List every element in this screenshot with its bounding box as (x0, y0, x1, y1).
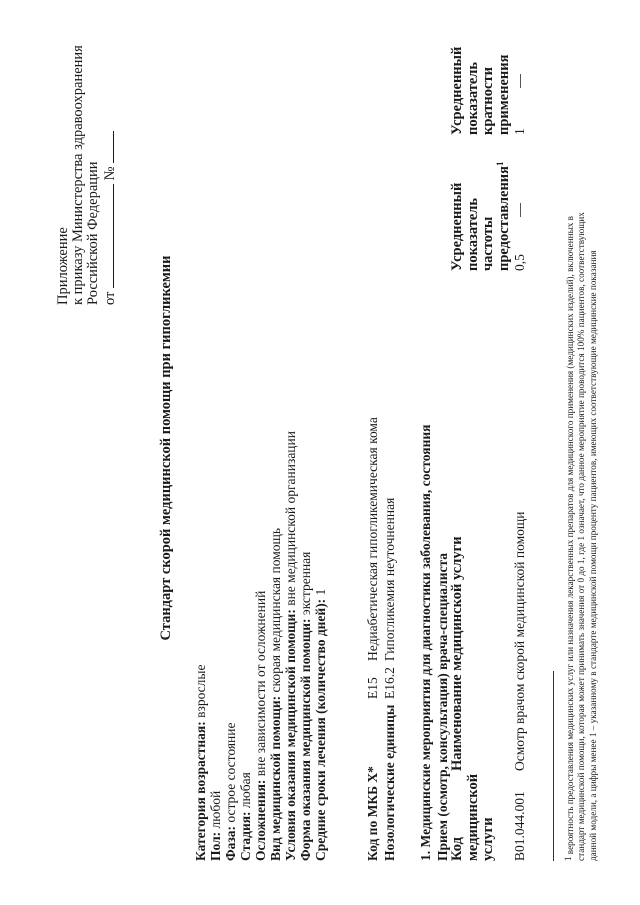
order-number-blank (101, 131, 114, 163)
service-code: B01.044.001 (512, 791, 527, 861)
header-code: Код медицинской услуги (449, 773, 496, 861)
appendix-line-2: к приказу Министерства здравоохранения (70, 45, 86, 305)
order-number-sign: № (102, 166, 118, 181)
header-frequency: Усредненный показатель частоты предоставления$^1$ (449, 161, 512, 271)
header-service-name: Наименование медицинской услуги (449, 536, 465, 771)
icd-name-e15: Недиабетическая гипогликемическая кома (365, 417, 380, 661)
icd-code-e16-2: E16.2 (382, 667, 397, 699)
icd-code-label: Код по МКБ X* (365, 766, 380, 861)
order-date-blank (101, 184, 114, 288)
param-sex: Пол: любой (208, 790, 223, 861)
service-multiplicity: 1 (512, 128, 527, 135)
footnote-line-2: стандарт медицинской помощи, которая может принимать значения от 0 до 1, где 1 означает, что данное мероприятие проводится 100% пациентов, соответствующих (576, 212, 587, 861)
service-name: Осмотр врачом скорой медицинской помощи (512, 511, 527, 771)
param-phase: Фаза: острое состояние (223, 722, 238, 861)
param-stage: Стадия: любая (238, 772, 253, 861)
footnote-block (565, 212, 599, 861)
param-care-type: Вид медицинской помощи: скорая медицинская помощь (268, 527, 283, 861)
appendix-line-3: Российской Федерации (85, 161, 101, 305)
icd-code-e15: E15 (365, 677, 380, 699)
icd-nosology-label: Нозологические единицы (382, 704, 397, 861)
order-date-number-line (101, 15, 118, 305)
param-care-form: Форма оказания медицинской помощи: экстренная (298, 551, 313, 861)
param-treatment-duration: Средние сроки лечения (количество дней): 1 (313, 588, 328, 861)
header-multiplicity: Усредненный показатель кратности применения (449, 46, 512, 135)
param-complications: Осложнения: вне зависимости от осложнений (253, 590, 268, 861)
param-age-category: Категория возрастная: взрослые (193, 664, 208, 861)
param-care-conditions: Условия оказания медицинской помощи: вне медицинской организации (283, 431, 298, 861)
footnote-line-1: $^1$ вероятность предоставления медицинских услуг или назначения лекарственных препаратов для медицинского применения (медицинских изделий), включенных в (563, 216, 575, 861)
scan-dash-mark (520, 74, 521, 88)
scan-dash-mark (520, 203, 521, 217)
section-subheading: Прием (осмотр, консультация) врача-специалиста (435, 552, 450, 861)
footnote-line-3: данной модели, а цифры менее 1 – указанному в стандарте медицинской помощи проценту пациентов, имеющих соответствующие медицинские показания (587, 250, 598, 861)
section-heading: 1. Медицинские мероприятия для диагностики заболевания, состояния (418, 424, 433, 861)
document-title: Стандарт скорой медицинской помощи при гипогликемии (158, 255, 174, 641)
service-frequency: 0,5 (512, 254, 527, 271)
params-list (193, 431, 328, 861)
rotated-document-page (25, 13, 615, 883)
appendix-line-1: Приложение (55, 227, 71, 305)
icd-name-e16-2: Гипогликемия неуточненная (382, 497, 397, 661)
appendix-block (56, 15, 118, 305)
footnote-separator (553, 671, 554, 861)
order-date-prefix: от (102, 291, 118, 305)
